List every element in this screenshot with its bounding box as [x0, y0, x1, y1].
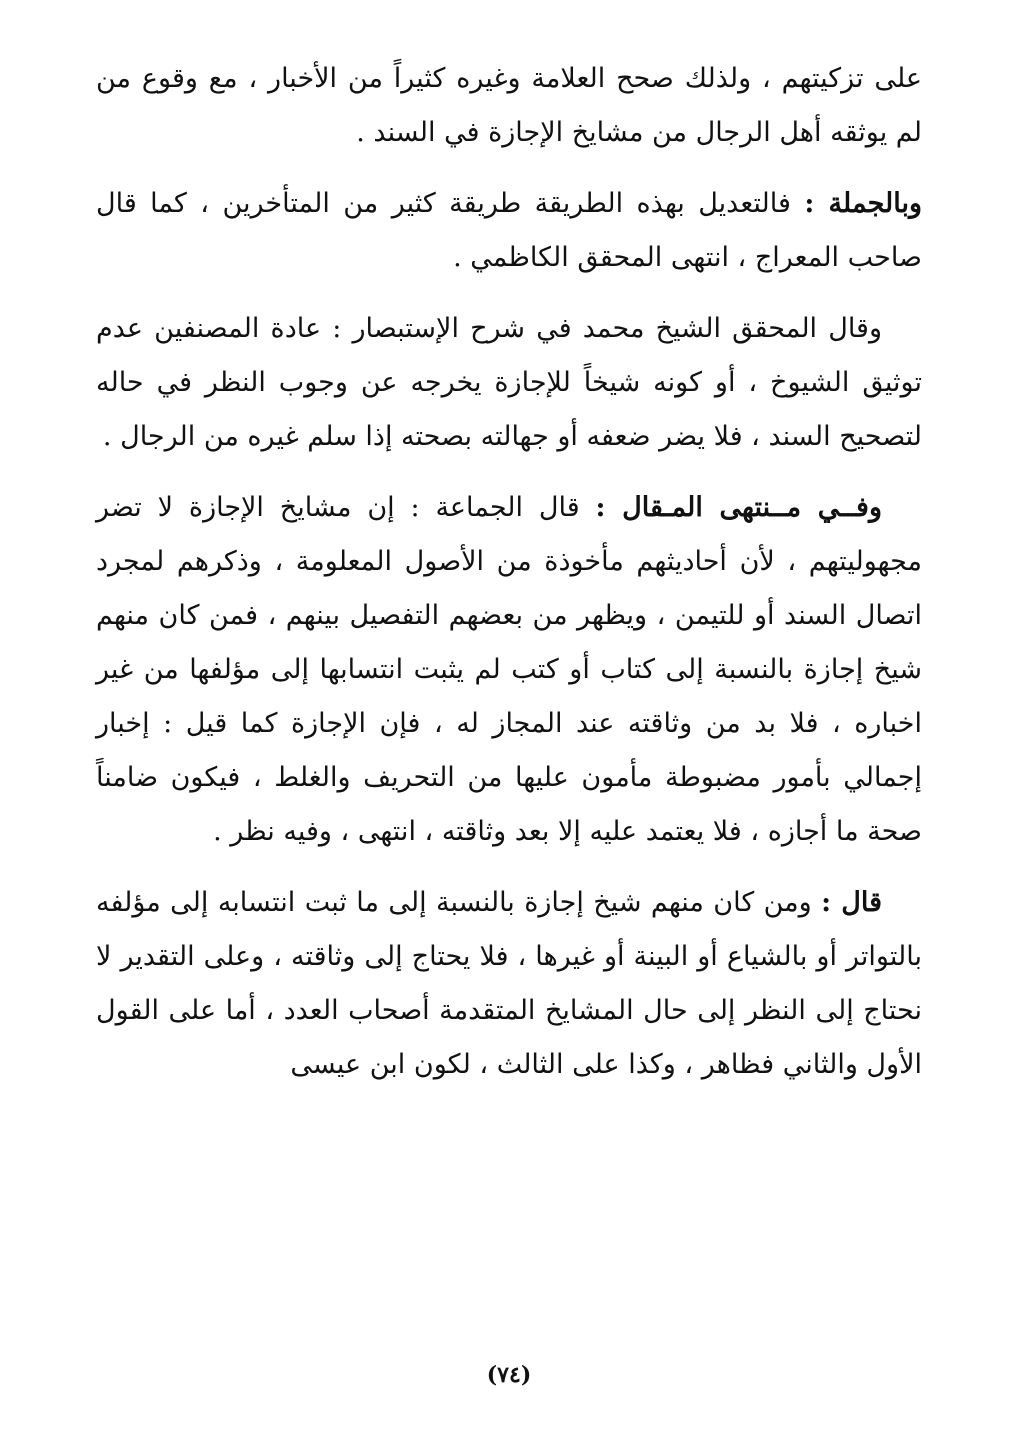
paragraph-4-lead: وفــي مــنتهى المـقال :: [595, 492, 882, 523]
paragraph-5-text: ومن كان منهم شيخ إجازة بالنسبة إلى ما ثبت انتسابه إلى مؤلفه بالتواتر أو بالشياع أو البينة أو غيرها ، فلا يحتاج إلى وثاقته ، وعلى التقدير لا نحتاج إلى النظر إلى حال المشايخ المتقدمة أصحاب العدد ، أما على القول الأول والثاني فظاهر ، وكذا على الثالث ، لكون ابن عيسى: [96, 887, 922, 1080]
paragraph-5: [96, 876, 922, 1092]
paragraph-3-text: وقال المحقق الشيخ محمد في شرح الإستبصار : عادة المصنفين عدم توثيق الشيوخ ، أو كونه شيخاً للإجازة يخرجه عن وجوب النظر في حاله لتصحيح السند ، فلا يضر ضعفه أو جهالته بصحته إذا سلم غيره من الرجال .: [96, 313, 922, 452]
paragraph-4-text: قال الجماعة : إن مشايخ الإجازة لا تضر مجهوليتهم ، لأن أحاديثهم مأخوذة من الأصول المعلومة ، وذكرهم لمجرد اتصال السند أو للتيمن ، ويظهر من بعضهم التفصيل بينهم ، فمن كان منهم شيخ إجازة بالنسبة إلى كتاب أو كتب لم يثبت انتسابها إلى مؤلفها من غير اخباره ، فلا بد من وثاقته عند المجاز له ، فإن الإجازة كما قيل : إخبار إجمالي بأمور مضبوطة مأمون عليها من التحريف والغلط ، فيكون ضامناً صحة ما أجازه ، فلا يعتمد عليه إلا بعد وثاقته ، انتهى ، وفيه نظر .: [96, 492, 922, 847]
paragraph-3: [96, 302, 922, 464]
paragraph-4: [96, 481, 922, 859]
paragraph-5-lead: قال :: [821, 887, 883, 918]
paragraph-1: [96, 52, 922, 160]
page-number: (٧٤): [486, 1362, 532, 1388]
paragraph-2-text: فالتعديل بهذه الطريقة طريقة كثير من المتأخرين ، كما قال صاحب المعراج ، انتهى المحقق الكاظمي .: [96, 188, 922, 273]
paragraph-1-text: على تزكيتهم ، ولذلك صحح العلامة وغيره كثيراً من الأخبار ، مع وقوع من لم يوثقه أهل الرجال من مشايخ الإجازة في السند .: [96, 63, 922, 148]
paragraph-2: [96, 177, 922, 285]
paragraph-2-lead: وبالجملة :: [804, 188, 923, 219]
page-body: [96, 52, 922, 1109]
